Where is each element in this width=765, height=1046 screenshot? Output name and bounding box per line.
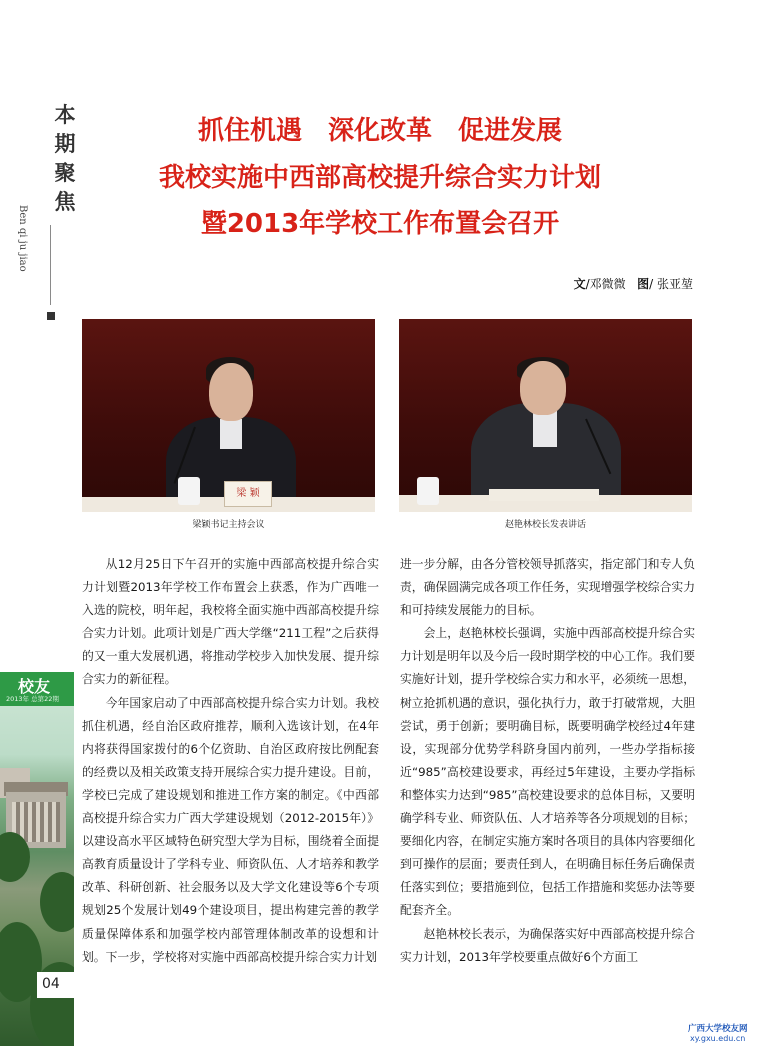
- headline-line-2: 我校实施中西部高校提升综合实力计划: [158, 163, 601, 193]
- byline: 文/邓微微 图/ 张亚堃: [573, 277, 693, 291]
- article-paragraph: 从12月25日下午召开的实施中西部高校提升综合实力计划暨2013年学校工作布置会上获悉，作为广西唯一入选的院校，明年起，我校将全面实施中西部高校提升综合实力计划。此项计划是广西大学继“211工程”之后获得的又一重大发展机遇，将推动学校步入加快发展、提升综合实力的新征程。: [82, 557, 379, 687]
- article-paragraph: 进一步分解，由各分管校领导抓落实，指定部门和专人负责，确保圆满完成各项工作任务，实现增强学校综合实力和可持续发展能力的目标。: [400, 557, 695, 618]
- article-paragraph: 今年国家启动了中西部高校提升综合实力计划。我校抓住机遇，经自治区政府推荐，顺利入选该计划，在4年内将获得国家拨付的6个亿资助、自治区政府按比例配套的经费以及相关政策支持开展综合实力提升建设。目前，学校已完成了建设规划和推进工作方案的制定。《中西部高校提升综合实力广西大学建设规划（2012-2015年）》以建设高水平区域特色研究型大学为目标，围绕着全面提高教育质量设计了学科专业、师资队伍、人才培养和教学改革、科研创新、社会服务以及大学文化建设等6个专项规划25个发展计划49个建设项目，提出构建完善的教学质量保障体系和加强学校内部管理体制改革的设想和计划。下一步，学校将对实施中西部高校提升综合实力计划: [82, 695, 379, 964]
- photo-caption-right: 赵艳林校长发表讲话: [504, 520, 586, 530]
- article-column-right: [400, 553, 695, 969]
- brand-issue: 2013年 总第22期: [6, 695, 59, 703]
- section-title: 本期聚焦: [54, 102, 76, 214]
- author-name: 邓微微: [589, 277, 626, 291]
- footer-site-name: 广西大学校友网: [688, 1024, 748, 1034]
- article-paragraph: 赵艳林校长表示，为确保落实好中西部高校提升综合实力计划，2013年学校要重点做好6个方面工: [400, 926, 695, 964]
- section-marker-icon: [47, 312, 55, 320]
- article-column-left: [82, 553, 379, 969]
- section-divider: [50, 225, 51, 305]
- photo-label: 图: [637, 277, 650, 291]
- photo-president: [399, 319, 692, 512]
- brand-name: 校友: [18, 677, 51, 696]
- headline-line-3: 暨2013年学校工作布置会召开: [200, 209, 560, 239]
- article-paragraph: 会上，赵艳林校长强调，实施中西部高校提升综合实力计划是明年以及今后一段时期学校的中心工作。我们要实施好计划，提升学校综合实力和水平，必须统一思想，树立抢抓机遇的意识，强化执行力，敢于打破常规，大胆尝试，勇于创新；要明确目标，既要明确学校经过4年建设，实现部分优势学科跻身国内前列，一些办学指标接近“985”高校建设要求，再经过5年建设，主要办学指标和整体实力达到“985”高校建设要求的总体目标，又要明确学科专业、师资队伍、人才培养等各分项规划的目标；要细化内容，在制定实施方案时各项目的具体内容要细化到可操作的层面；要责任到人，在明确目标任务后确保责任落实到位；要措施到位，包括工作措施和奖惩办法等要配套齐全。: [400, 626, 695, 918]
- nameplate: 梁 颖: [224, 481, 272, 507]
- author-label: 文: [573, 277, 586, 291]
- photographer-name: 张亚堃: [656, 277, 693, 291]
- photo-party-secretary: [82, 319, 375, 512]
- footer-site-url[interactable]: xy.gxu.edu.cn: [690, 1034, 746, 1043]
- section-pinyin: Ben qi ju jiao: [17, 205, 28, 272]
- page-number: 04: [42, 976, 60, 992]
- photo-caption-left: 梁颖书记主持会议: [192, 520, 265, 530]
- headline-line-1: 抓住机遇 深化改革 促进发展: [197, 116, 562, 146]
